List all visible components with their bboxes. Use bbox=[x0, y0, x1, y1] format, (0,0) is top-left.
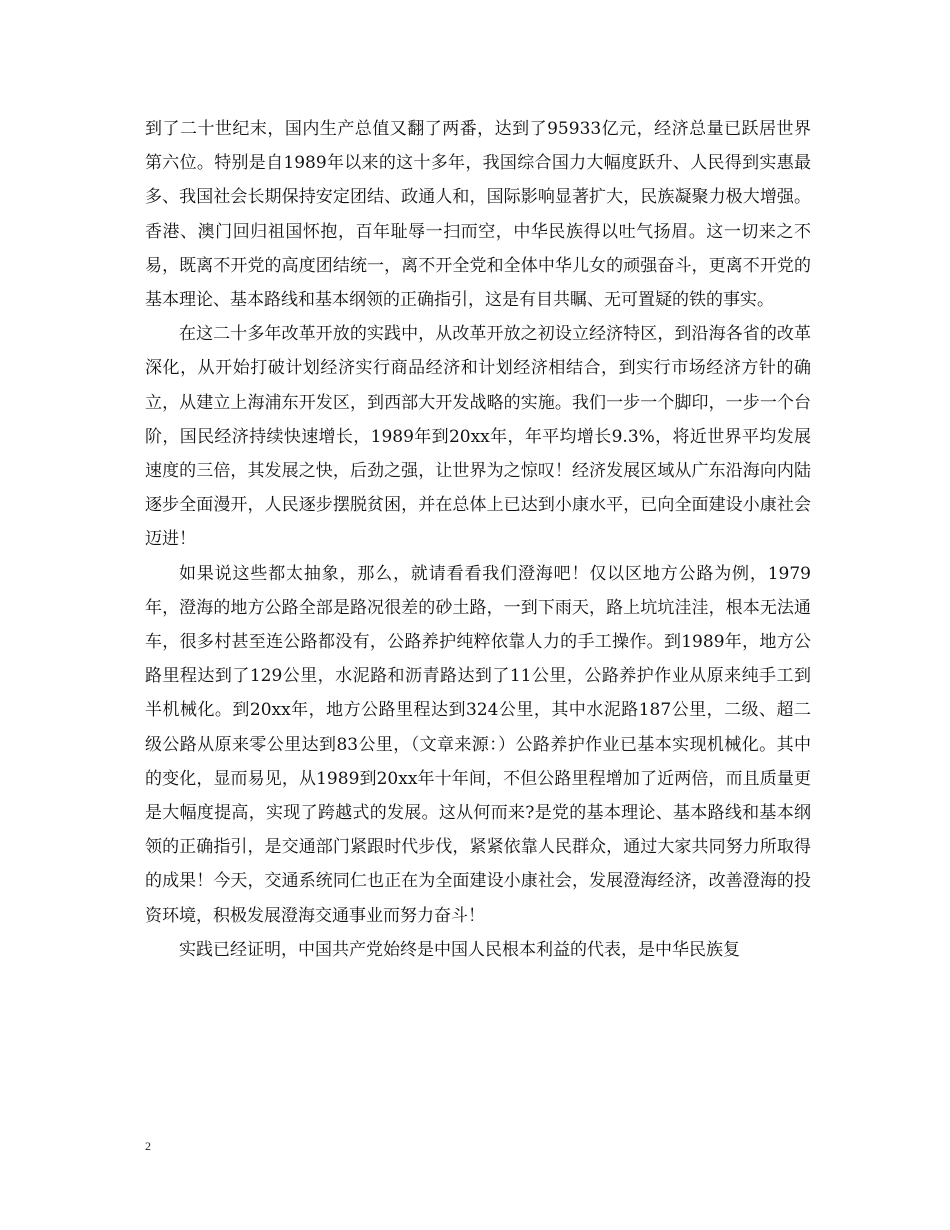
paragraph-2: 在这二十多年改革开放的实践中，从改革开放之初设立经济特区，到沿海各省的改革深化，从开始打破计划经济实行商品经济和计划经济相结合，到实行市场经济方针的确立，从建立上海浦东开发区，到西部大开发战略的实施。我们一步一个脚印，一步一个台阶，国民经济持续快速增长，1989年到20xx年，年平均增长9.3%，将近世界平均发展速度的三倍，其发展之快，后劲之强，让世界为之惊叹！经济发展区域从广东沿海向内陆逐步全面漫开，人民逐步摆脱贫困，并在总体上已达到小康水平，已向全面建设小康社会迈进！ bbox=[145, 324, 811, 550]
paragraph-4: 实践已经证明，中国共产党始终是中国人民根本利益的代表，是中华民族复 bbox=[179, 939, 740, 960]
paragraph-1: 到了二十世纪末，国内生产总值又翻了两番，达到了95933亿元，经济总量已跃居世界第六位。特别是自1989年以来的这十多年，我国综合国力大幅度跃升、人民得到实惠最多、我国社会长期保持安定团结、政通人和，国际影响显著扩大，民族凝聚力极大增强。香港、澳门回归祖国怀抱，百年耻辱一扫而空，中华民族得以吐气扬眉。这一切来之不易，既离不开党的高度团结统一，离不开全党和全体中华儿女的顽强奋斗，更离不开党的基本理论、基本路线和基本纲领的正确指引，这是有目共瞩、无可置疑的铁的事实。 bbox=[145, 119, 811, 311]
body-text bbox=[145, 112, 811, 967]
page-number: 2 bbox=[145, 1139, 151, 1153]
paragraph-3: 如果说这些都太抽象，那么，就请看看我们澄海吧！仅以区地方公路为例，1979年，澄海的地方公路全部是路况很差的砂土路，一到下雨天，路上坑坑洼洼，根本无法通车，很多村甚至连公路都没有，公路养护纯粹依靠人力的手工操作。到1989年，地方公路里程达到了129公里，水泥路和沥青路达到了11公里，公路养护作业从原来纯手工到半机械化。到20xx年，地方公路里程达到324公里，其中水泥路187公里，二级、超二级公路从原来零公里达到83公里，（文章来源：）公路养护作业已基本实现机械化。其中的变化，显而易见，从1989到20xx年十年间，不但公路里程增加了近两倍，而且质量更是大幅度提高，实现了跨越式的发展。这从何而来?是党的基本理论、基本路线和基本纲领的正确指引，是交通部门紧跟时代步伐，紧紧依靠人民群众，通过大家共同努力所取得的成果！今天，交通系统同仁也正在为全面建设小康社会，发展澄海经济，改善澄海的投资环境，积极发展澄海交通事业而努力奋斗！ bbox=[145, 563, 811, 926]
